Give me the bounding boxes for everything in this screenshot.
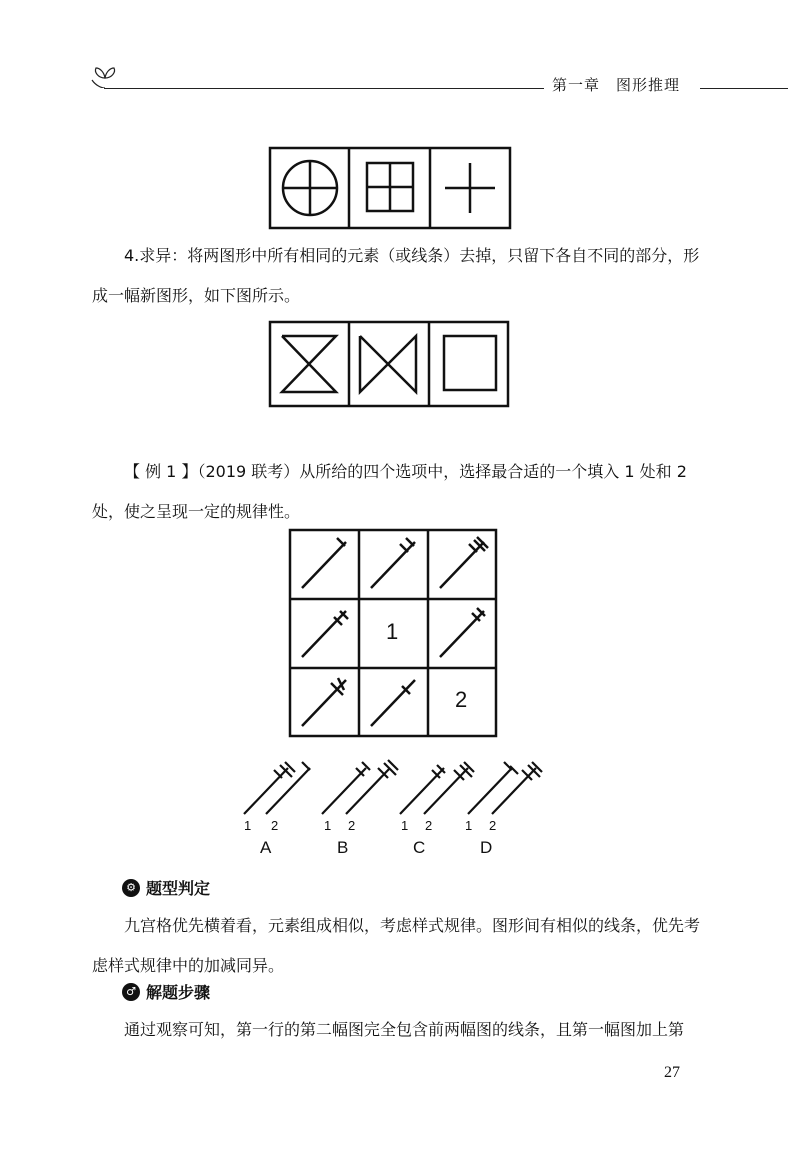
- chapter-title: 第一章 图形推理: [552, 76, 681, 94]
- steps-heading: [122, 980, 210, 1003]
- cross-shape: [445, 163, 495, 213]
- judge-paragraph: [92, 906, 712, 986]
- section-4-number: 4.: [124, 246, 140, 265]
- grid-cell-1-label: 1: [386, 619, 399, 644]
- cell-3-1-sword: [302, 678, 346, 726]
- cell-1-2-sword: [371, 538, 415, 588]
- leaf-logo-icon: [90, 60, 120, 88]
- steps-paragraph: [92, 1010, 712, 1050]
- steps-text: 通过观察可知，第一行的第二幅图完全包含前两幅图的线条，且第一幅图加上第: [124, 1020, 685, 1039]
- grid-cell-2-label: 2: [455, 687, 468, 712]
- option-a-label-1: 1: [244, 818, 252, 833]
- option-d-label-2: 2: [489, 818, 497, 833]
- header-rule-left: [104, 88, 544, 89]
- example-tag: 【 例 1 】: [124, 462, 198, 481]
- cell-1-1-sword: [302, 538, 346, 588]
- hourglass-shape: [282, 336, 336, 392]
- option-a-letter[interactable]: A: [260, 838, 272, 857]
- option-c-swords: [400, 762, 474, 814]
- figure-difference-example: [268, 320, 510, 408]
- bowtie-shape: [360, 336, 416, 392]
- square-shape: [444, 336, 496, 390]
- judge-text: 九宫格优先横着看，元素组成相似，考虑样式规律。图形间有相似的线条，优先考虑样式规律中的加减同异。: [92, 916, 701, 975]
- option-d-label-1: 1: [465, 818, 473, 833]
- answer-options: [236, 758, 556, 820]
- judge-heading: [122, 876, 210, 899]
- square-cross-shape: [367, 163, 413, 211]
- option-b-label-1: 1: [324, 818, 332, 833]
- option-a-swords: [244, 762, 310, 814]
- example-text: （2019 联考）从所给的四个选项中，选择最合适的一个填入 1 处和 2 处，使之呈现一定的规律性。: [92, 462, 687, 521]
- header-rule-right: [700, 88, 788, 89]
- example-1-paragraph: [92, 452, 712, 532]
- option-d-swords: [468, 762, 542, 814]
- cell-1-3-sword: [440, 537, 488, 588]
- cell-2-3-sword: [440, 608, 485, 657]
- option-c-letter[interactable]: C: [413, 838, 426, 857]
- option-b-letter[interactable]: B: [337, 838, 349, 857]
- steps-title: 解题步骤: [146, 983, 211, 1002]
- option-b-label-2: 2: [348, 818, 356, 833]
- section-4-paragraph: [92, 236, 712, 316]
- circle-cross-shape: [283, 161, 337, 215]
- steps-icon: ♂: [122, 983, 140, 1001]
- option-c-label-2: 2: [425, 818, 433, 833]
- option-c-label-1: 1: [401, 818, 409, 833]
- judge-title: 题型判定: [146, 879, 211, 898]
- option-b-swords: [322, 760, 398, 814]
- figure-union-example: [268, 146, 512, 230]
- cell-3-2-sword: [371, 680, 415, 726]
- option-a-label-2: 2: [271, 818, 279, 833]
- page-number: 27: [664, 1064, 680, 1081]
- gear-icon: ⚙: [122, 879, 140, 897]
- cell-2-1-sword: [302, 611, 348, 657]
- section-4-text: 求异：将两图形中所有相同的元素（或线条）去掉，只留下各自不同的部分，形成一幅新图形，如下图所示。: [92, 246, 700, 305]
- option-d-letter[interactable]: D: [480, 838, 493, 857]
